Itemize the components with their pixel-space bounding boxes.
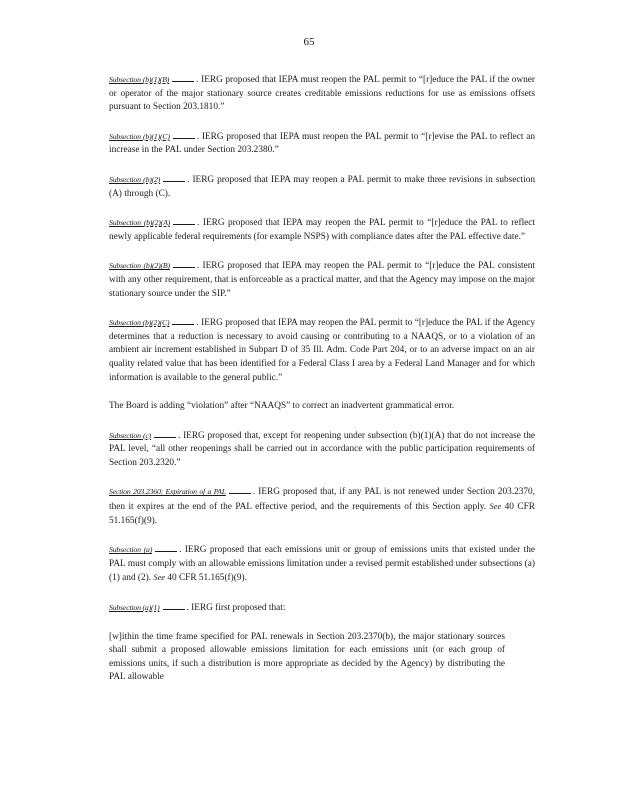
heading-rule <box>155 551 177 552</box>
paragraph-text: . IERG proposed that IEPA may reopen a PAL permit to make three revisions in subsection (A) through (C). <box>109 174 535 199</box>
paragraph-text: The Board is adding “violation” after “NAAQS” to correct an inadvertent grammatical error. <box>109 401 455 412</box>
paragraph-c <box>73 429 535 471</box>
paragraph-text: . IERG proposed that IEPA may reopen the PAL permit to “[r]educe the PAL consistent with any other requirement, that is enforceable as a practical matter, and that the Agency may impose on the major stationary source under the SIP.” <box>109 261 535 299</box>
heading-rule <box>173 267 195 268</box>
see-signal: See <box>153 573 166 583</box>
see-signal: See <box>489 502 502 512</box>
heading-rule <box>172 324 194 325</box>
paragraph-b1b <box>73 73 535 115</box>
paragraph-text: . IERG proposed that, if any PAL is not renewed under Section 203.2370, then it expires at the end of the PAL effective period, and the requirements of this Section apply. <box>109 487 535 513</box>
heading-rule <box>229 493 251 494</box>
section-heading: Subsection (b)(2) <box>109 174 161 184</box>
paragraph-a <box>73 543 535 586</box>
paragraph-b2 <box>73 173 535 201</box>
page-number: 65 <box>303 36 315 48</box>
paragraph-text: . IERG proposed that IEPA must reopen the PAL permit to “[r]educe the PAL if the owner or operator of the major stationary source creates creditable emissions reductions for use as emissions offsets pursuant to Section 203.1810.” <box>109 75 536 113</box>
heading-rule <box>154 437 176 438</box>
citation: 40 CFR 51.165(f)(9). <box>109 502 535 526</box>
paragraph-text: . IERG first proposed that: <box>186 603 286 614</box>
paragraph-section-2360 <box>73 485 535 528</box>
section-heading: Section 203.2360: Expiration of a PAL <box>109 487 226 497</box>
heading-rule <box>173 138 195 139</box>
heading-rule <box>172 81 194 82</box>
paragraph-a1 <box>73 601 535 616</box>
block-quote: [w]ithin the time frame specified for PAL renewals in Section 203.2370(b), the major stationary sources shall submit a proposed allowable emissions limitation for each emissions unit (or each group of emissions units, if such a distribution is more appropriate as decided by the Agency) by distributing the PAL allowable <box>109 631 505 683</box>
heading-rule <box>163 181 185 182</box>
paragraph-text: . IERG proposed that IEPA must reopen the PAL permit to “[r]evise the PAL to reflect an increase in the PAL under Section 203.2380.” <box>109 131 535 156</box>
heading-rule <box>173 224 195 225</box>
section-heading: Subsection (b)(2)(B) <box>109 261 170 271</box>
section-heading: Subsection (a) <box>109 545 153 555</box>
citation: 40 CFR 51.165(f)(9). <box>167 573 247 584</box>
paragraph-text: . IERG proposed that IEPA may reopen the PAL permit to “[r]educe the PAL to reflect newly applicable federal requirements (for example NSPS) with compliance dates after the PAL effective date.” <box>109 218 536 242</box>
paragraph-text: . IERG proposed that, except for reopening under subsection (b)(1)(A) that do not increase the PAL level, “all other reopenings shall be carried out in accordance with the public participation requirements of Section 203.2320.” <box>109 430 535 468</box>
paragraph-b2c <box>73 316 535 385</box>
paragraph-text: . IERG proposed that IEPA may reopen the PAL permit to “[r]educe the PAL if the Agency determines that a reduction is necessary to avoid causing or contributing to a NAAQS, or to a violation of an ambient air increment established in Subpart D of 35 Ill. Adm. Code Part 204, or to an adverse impact on an air quality related value that has been identified for a Federal Class I area by a Federal Land Manager and for which information is available to the general public.” <box>109 318 535 383</box>
paragraph-b2a <box>73 216 535 244</box>
section-heading: Subsection (a)(1) <box>109 603 160 613</box>
section-heading: Subsection (b)(2)(C) <box>109 318 170 328</box>
paragraph-board-note <box>73 400 535 414</box>
section-heading: Subsection (c) <box>109 430 152 440</box>
paragraph-b1c <box>73 130 535 158</box>
document-body <box>73 73 535 685</box>
section-heading: Subsection (b)(2)(A) <box>109 218 171 228</box>
paragraph-text: . IERG proposed that each emissions unit or group of emissions units that existed under the PAL must comply with an allowable emissions limitation under a revised permit established under subsections (a)(1) and (2). <box>109 545 535 584</box>
heading-rule <box>163 609 185 610</box>
section-heading: Subsection (b)(1)(B) <box>109 75 170 84</box>
section-heading: Subsection (b)(1)(C) <box>109 131 170 141</box>
paragraph-b2b <box>73 259 535 301</box>
